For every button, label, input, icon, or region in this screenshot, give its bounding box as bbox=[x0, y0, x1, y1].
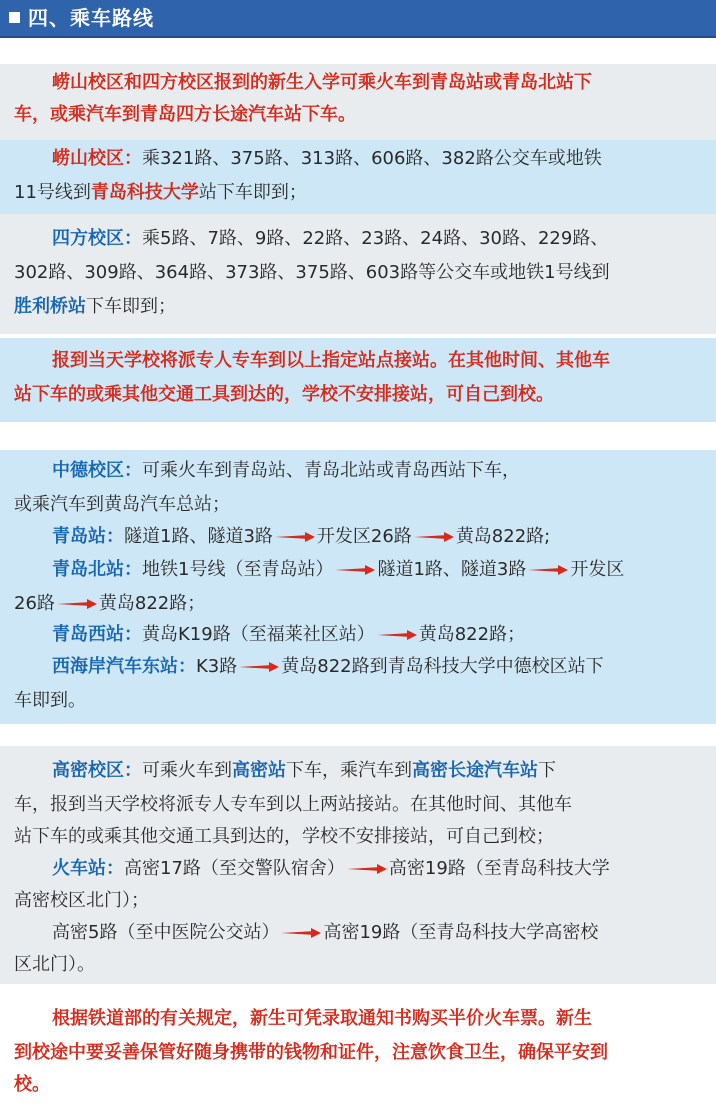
qingdao-north-line: 青岛北站：地铁1号线（至青岛站） 隧道1路、隧道3路 开发区 bbox=[52, 559, 625, 580]
red-arrow-icon bbox=[275, 531, 315, 543]
red-arrow-icon bbox=[528, 564, 568, 576]
train-station-line-2: 高密校区北门）； bbox=[14, 890, 149, 911]
zhongde-panel bbox=[0, 450, 716, 724]
red-arrow-icon bbox=[377, 629, 417, 641]
laoshan-line-1: 崂山校区：乘321路、375路、313路、606路、382路公交车或地铁 bbox=[52, 148, 602, 169]
section-title: 四、乘车路线 bbox=[28, 6, 154, 30]
red-arrow-icon bbox=[347, 863, 387, 875]
laoshan-station: 青岛科技大学 bbox=[90, 182, 199, 203]
laoshan-panel bbox=[0, 140, 716, 214]
gaomi-panel bbox=[0, 746, 716, 984]
gaomi-line-2: 车，报到当天学校将派专人专车到以上两站接站。在其他时间、其他车 bbox=[14, 794, 572, 815]
red-arrow-icon bbox=[281, 927, 321, 939]
gaomi-line-3: 站下车的或乘其他交通工具到达的，学校不安排接站，可自己到校； bbox=[14, 826, 554, 847]
gaomi-route5-line-2: 区北门）。 bbox=[14, 954, 95, 975]
notice2-line-1: 根据铁道部的有关规定，新生可凭录取通知书购买半价火车票。新生 bbox=[52, 1008, 592, 1029]
qingdao-west-line: 青岛西站：黄岛K19路（至福莱社区站） 黄岛822路； bbox=[52, 624, 526, 645]
zhongde-label: 中德校区： bbox=[52, 460, 142, 481]
sifang-panel bbox=[0, 214, 716, 334]
notice2-line-3: 校。 bbox=[14, 1074, 50, 1095]
notice2-line-2: 到校途中要妥善保管好随身携带的钱物和证件，注意饮食卫生，确保平安到 bbox=[14, 1042, 608, 1063]
sifang-line-2: 302路、309路、364路、373路、375路、603路等公交车或地铁1号线到 bbox=[14, 262, 610, 283]
red-arrow-icon bbox=[57, 598, 97, 610]
intro-line-1: 崂山校区和四方校区报到的新生入学可乘火车到青岛站或青岛北站下 bbox=[52, 72, 592, 93]
zhongde-line-1: 中德校区：可乘火车到青岛站、青岛北站或青岛西站下车， bbox=[52, 460, 520, 481]
notice-panel-2 bbox=[0, 1000, 716, 1106]
intro-line-2: 车，或乘汽车到青岛四方长途汽车站下车。 bbox=[14, 104, 356, 125]
qingdao-station-line: 青岛站：隧道1路、隧道3路 开发区26路 黄岛822路; bbox=[52, 526, 551, 547]
red-arrow-icon bbox=[335, 564, 375, 576]
notice-panel-1 bbox=[0, 338, 716, 422]
sifang-station: 胜利桥站 bbox=[14, 296, 86, 317]
zhongde-line-2: 或乘汽车到黄岛汽车总站； bbox=[14, 494, 230, 515]
west-coast-bus-line-2: 车即到。 bbox=[14, 690, 86, 711]
west-coast-bus-line: 西海岸汽车东站：K3路 黄岛822路到青岛科技大学中德校区站下 bbox=[52, 656, 604, 677]
square-bullet-icon bbox=[9, 12, 20, 23]
sifang-line-3: 胜利桥站下车即到； bbox=[14, 296, 176, 317]
gaomi-label: 高密校区： bbox=[52, 760, 142, 781]
red-arrow-icon bbox=[239, 661, 279, 673]
red-arrow-icon bbox=[414, 531, 454, 543]
intro-panel bbox=[0, 64, 716, 140]
qingdao-north-line-2: 26路 黄岛822路； bbox=[14, 593, 206, 614]
notice1-line-1: 报到当天学校将派专人专车到以上指定站点接站。在其他时间、其他车 bbox=[52, 350, 610, 371]
laoshan-label: 崂山校区： bbox=[52, 148, 142, 169]
laoshan-line-2: 11号线到青岛科技大学站下车即到； bbox=[14, 182, 307, 203]
sifang-label: 四方校区： bbox=[52, 228, 142, 249]
gaomi-route5-line: 高密5路（至中医院公交站） 高密19路（至青岛科技大学高密校 bbox=[52, 922, 599, 943]
notice1-line-2: 站下车的或乘其他交通工具到达的，学校不安排接站，可自己到校。 bbox=[14, 384, 554, 405]
gaomi-line-1: 高密校区：可乘火车到高密站下车，乘汽车到高密长途汽车站下 bbox=[52, 760, 556, 781]
sifang-line-1: 四方校区：乘5路、7路、9路、22路、23路、24路、30路、229路、 bbox=[52, 228, 609, 249]
train-station-line: 火车站：高密17路（至交警队宿舍） 高密19路（至青岛科技大学 bbox=[52, 858, 610, 879]
section-header bbox=[0, 0, 716, 38]
